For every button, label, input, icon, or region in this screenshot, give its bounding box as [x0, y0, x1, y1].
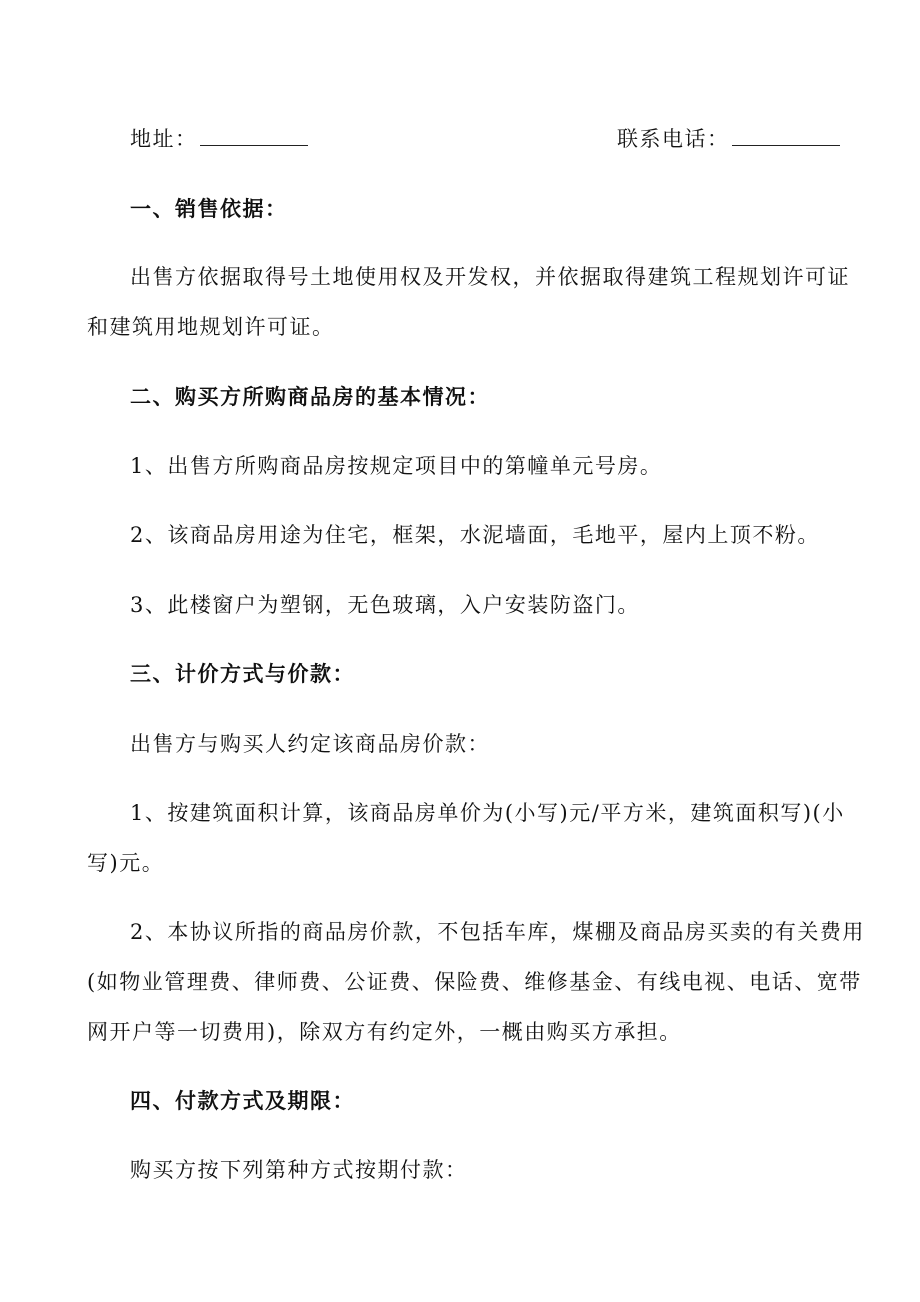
section-2-heading: 二、购买方所购商品房的基本情况：	[130, 384, 490, 409]
address-line	[130, 126, 308, 152]
section-3-item-1-line-1: 1、按建筑面积计算，该商品房单价为(小写)元/平方米，建筑面积写)(小	[130, 801, 845, 825]
section-3-item-2-line-1: 2、本协议所指的商品房价款，不包括车库，煤棚及商品房买卖的有关费用	[130, 920, 865, 944]
section-3-intro: 出售方与购买人约定该商品房价款：	[130, 732, 490, 756]
address-label: 地址：	[130, 127, 198, 151]
section-3-item-1-line-2: 写)元。	[87, 851, 165, 875]
phone-label: 联系电话：	[617, 127, 730, 151]
section-2-item-1: 1、出售方所购商品房按规定项目中的第幢单元号房。	[130, 454, 663, 478]
section-4-heading: 四、付款方式及期限：	[130, 1088, 355, 1113]
section-4-intro: 购买方按下列第种方式按期付款：	[130, 1158, 468, 1182]
section-2-item-2: 2、该商品房用途为住宅，框架，水泥墙面，毛地平，屋内上顶不粉。	[130, 523, 820, 547]
phone-blank[interactable]	[732, 127, 840, 146]
section-3-item-2-line-3: 网开户等一切费用)，除双方有约定外，一概由购买方承担。	[87, 1020, 682, 1044]
phone-line	[617, 126, 840, 152]
section-3-heading: 三、计价方式与价款：	[130, 661, 355, 686]
section-1-para-line-2: 和建筑用地规划许可证。	[87, 315, 335, 339]
address-blank[interactable]	[200, 127, 308, 146]
section-2-item-3: 3、此楼窗户为塑钢，无色玻璃，入户安装防盗门。	[130, 593, 640, 617]
section-3-item-2-line-2: (如物业管理费、律师费、公证费、保险费、维修基金、有线电视、电话、宽带	[87, 970, 862, 994]
section-1-para-line-1: 出售方依据取得号土地使用权及开发权，并依据取得建筑工程规划许可证	[130, 265, 850, 289]
section-1-heading: 一、销售依据：	[130, 196, 288, 221]
